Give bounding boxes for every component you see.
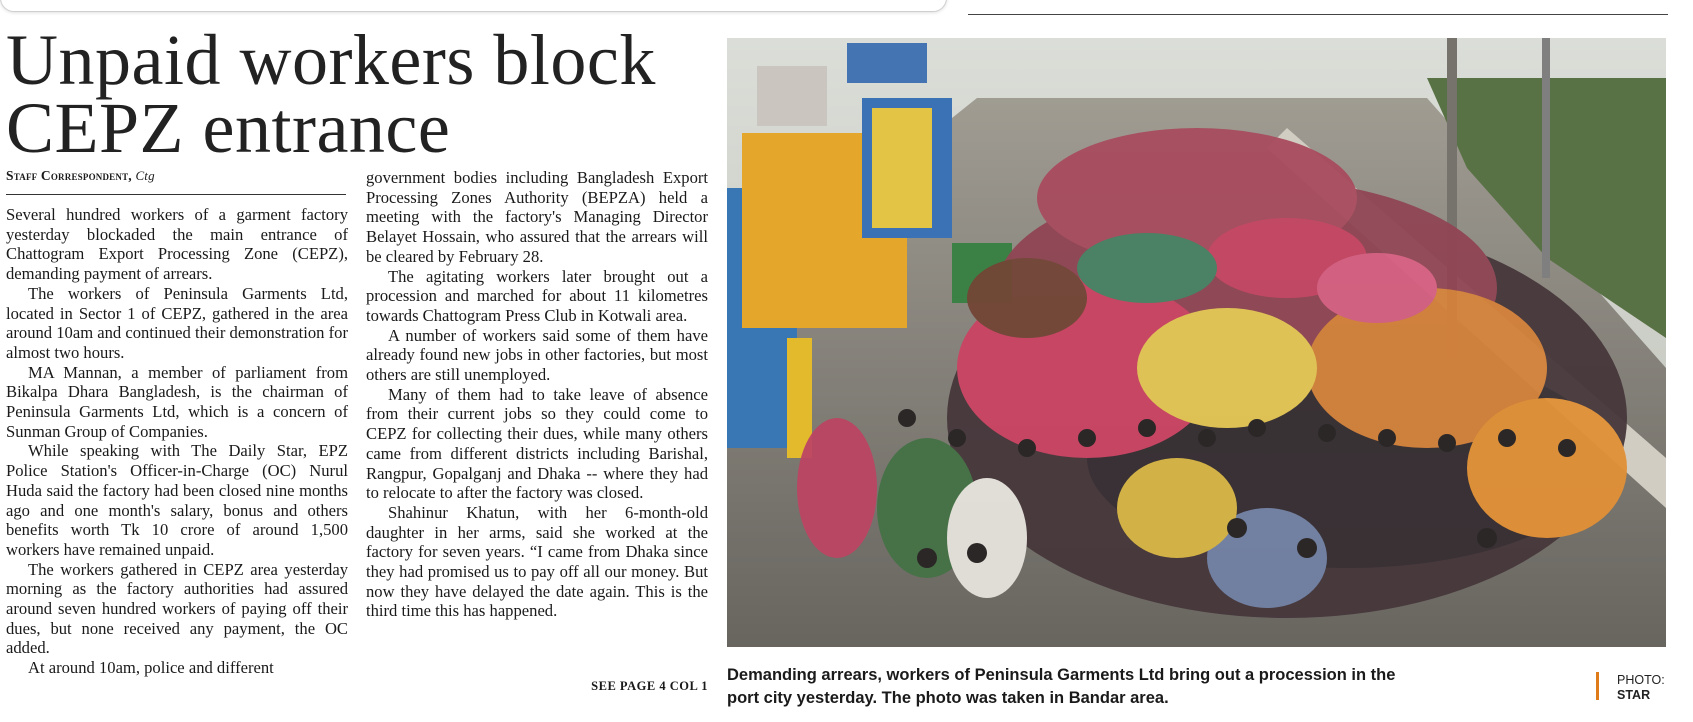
photo-credit — [1617, 673, 1665, 703]
top-rule — [968, 14, 1668, 15]
byline-name: Staff Correspondent, — [6, 168, 132, 183]
haze — [727, 38, 1666, 647]
continued-jump-line: SEE PAGE 4 COL 1 — [591, 679, 708, 693]
paragraph: A number of workers said some of them have already found new jobs in other factories, but most others are still unemployed. — [366, 325, 708, 385]
credit-accent-bar — [1596, 672, 1599, 700]
paragraph: government bodies including Bangladesh Export Processing Zones Authority (BEPZA) held a meeting with the factory's Managing Director Belayet Hossain, who assured that the arrears will be cleared by February 28. — [366, 168, 708, 266]
headline — [6, 20, 656, 168]
paragraph: At around 10am, police and different — [28, 658, 274, 678]
byline-rule — [6, 194, 346, 195]
photo-credit-label: PHOTO: — [1617, 673, 1665, 687]
paragraph: The workers gathered in CEPZ area yesterday morning as the factory authorities had assured around seven hundred workers of paying off their dues, but none received any payment, the OC added. — [6, 559, 348, 658]
procession-photo-illustration — [727, 38, 1666, 647]
paragraph: The agitating workers later brought out a procession and marched for about 11 kilometres towards Chattogram Press Club in Kotwali area. — [366, 266, 708, 325]
article-column-2 — [366, 168, 708, 621]
photo-credit-source: STAR — [1617, 688, 1651, 702]
paragraph: MA Mannan, a member of parliament from Bikalpa Dhara Bangladesh, is the chairman of Peninsula Garments Ltd, which is a concern of Sunman Group of Companies. — [6, 362, 348, 441]
paragraph: The workers of Peninsula Garments Ltd, located in Sector 1 of CEPZ, gathered in the area around 10am and continued their demonstration for almost two hours. — [6, 283, 348, 362]
paragraph: Many of them had to take leave of absence from their current jobs so they could come to CEPZ for collecting their dues, while many others came from different districts including Barishal, Rangpur, Gopalganj and Dhaka -- where they had to relocate to after the factory was closed. — [366, 384, 708, 503]
paragraph: Several hundred workers of a garment factory yesterday blockaded the main entrance of Chattogram Export Processing Zone (CEPZ), demanding payment of arrears. — [6, 205, 348, 284]
news-photo — [727, 38, 1666, 647]
article-column-1 — [6, 205, 348, 678]
photo-caption: Demanding arrears, workers of Peninsula Garments Ltd bring out a procession in the port city yesterday. The photo was taken in Bandar area. — [727, 666, 1396, 707]
headline-line-2: CEPZ entrance — [6, 88, 451, 168]
paragraph: Shahinur Khatun, with her 6-month-old daughter in her arms, said she worked at the factory for seven years. “I came from Dhaka since they had promised us to pay off all our money. But now they have delayed the date again. This is the third time this has happened. — [366, 502, 708, 621]
headline-line-1: Unpaid workers block — [6, 20, 656, 100]
byline-location: Ctg — [135, 168, 155, 183]
paragraph: While speaking with The Daily Star, EPZ Police Station's Officer-in-Charge (OC) Nurul Huda said the factory had been closed nine months ago and one month's salary, bonus and others benefits worth Tk 10 crore of around 1,500 workers have remained unpaid. — [6, 441, 348, 559]
top-panel-border — [0, 0, 947, 12]
byline — [6, 168, 346, 184]
